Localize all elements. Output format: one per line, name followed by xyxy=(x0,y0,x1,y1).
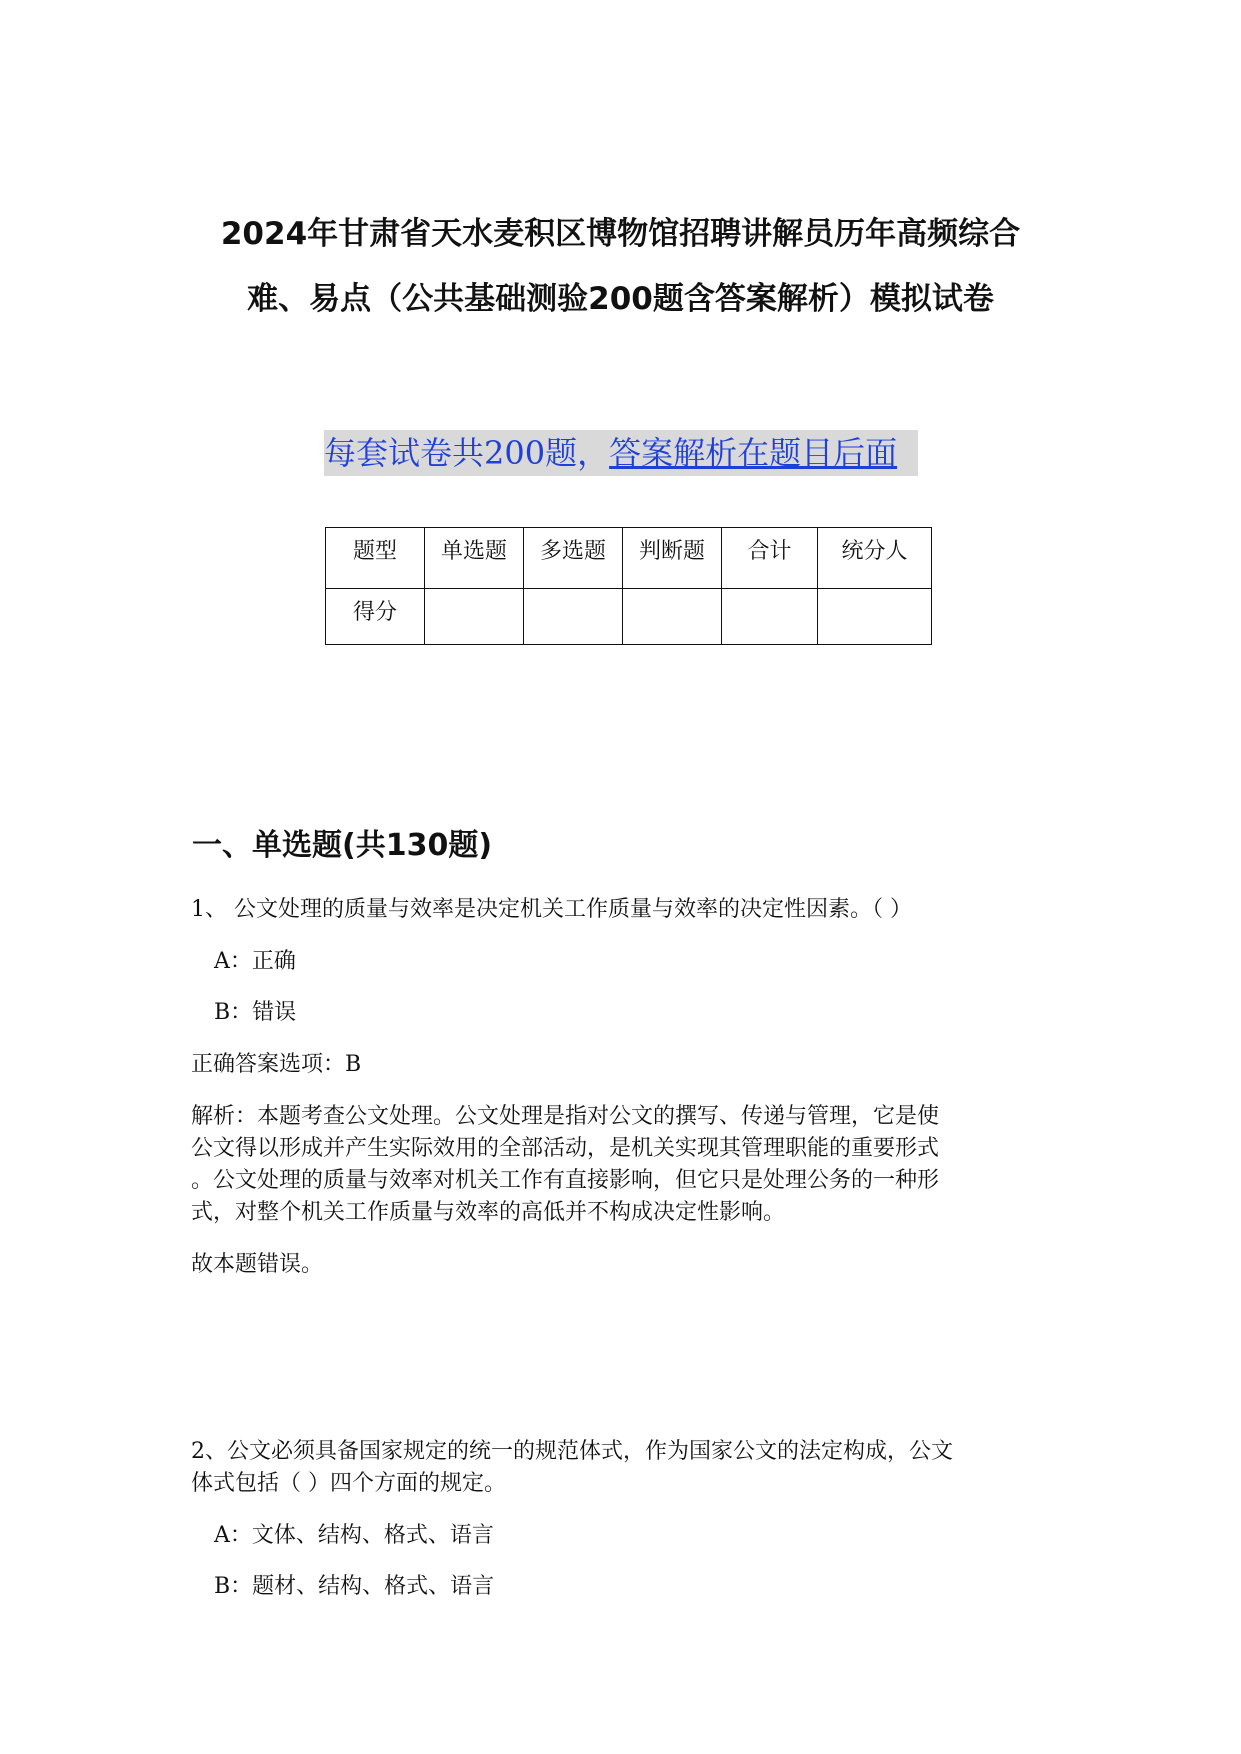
question-1-option-b: B：错误 xyxy=(214,1000,297,1025)
score-cell-grader[interactable] xyxy=(818,589,932,645)
question-1-option-a: A：正确 xyxy=(214,949,296,974)
question-1-analysis-line: 。公文处理的质量与效率对机关工作有直接影响，但它只是处理公务的一种形 xyxy=(191,1168,940,1193)
question-2-stem-line: 体式包括（ ）四个方面的规定。 xyxy=(191,1471,506,1496)
score-table-header-row xyxy=(326,528,932,589)
question-1-answer: 正确答案选项：B xyxy=(191,1052,362,1077)
document-title-line-1: 2024年甘肃省天水麦积区博物馆招聘讲解员历年高频综合 xyxy=(220,216,1021,252)
question-2-option-a: A：文体、结构、格式、语言 xyxy=(214,1523,494,1548)
table-header-cell: 单选题 xyxy=(425,528,524,589)
question-1-conclusion: 故本题错误。 xyxy=(191,1252,324,1277)
score-cell-multi[interactable] xyxy=(524,589,623,645)
question-1-analysis-line: 解析：本题考查公文处理。公文处理是指对公文的撰写、传递与管理，它是使 xyxy=(191,1104,940,1129)
score-table-score-row xyxy=(326,589,932,645)
table-header-cell: 统分人 xyxy=(818,528,932,589)
question-2-stem-line: 2、公文必须具备国家规定的统一的规范体式，作为国家公文的法定构成，公文 xyxy=(191,1439,953,1464)
table-row-label: 得分 xyxy=(326,589,425,645)
score-cell-total[interactable] xyxy=(722,589,818,645)
table-header-cell: 题型 xyxy=(326,528,425,589)
score-table xyxy=(325,527,932,645)
question-1-analysis-line: 式，对整个机关工作质量与效率的高低并不构成决定性影响。 xyxy=(191,1200,786,1225)
table-header-cell: 多选题 xyxy=(524,528,623,589)
question-2-option-b: B：题材、结构、格式、语言 xyxy=(214,1574,495,1599)
question-1-stem: 1、 公文处理的质量与效率是决定机关工作质量与效率的决定性因素。（ ） xyxy=(191,897,912,922)
section-title: 一、单选题(共130题) xyxy=(192,828,493,863)
banner-link[interactable]: 答案解析在题目后面 xyxy=(609,434,898,472)
document-title-line-2: 难、易点（公共基础测验200题含答案解析）模拟试卷 xyxy=(247,281,994,317)
score-cell-single[interactable] xyxy=(425,589,524,645)
score-cell-judge[interactable] xyxy=(623,589,722,645)
notice-banner xyxy=(324,430,918,476)
banner-text: 每套试卷共200题， xyxy=(324,434,610,472)
table-header-cell: 判断题 xyxy=(623,528,722,589)
table-header-cell: 合计 xyxy=(722,528,818,589)
question-1-analysis-line: 公文得以形成并产生实际效用的全部活动，是机关实现其管理职能的重要形式 xyxy=(191,1136,940,1161)
